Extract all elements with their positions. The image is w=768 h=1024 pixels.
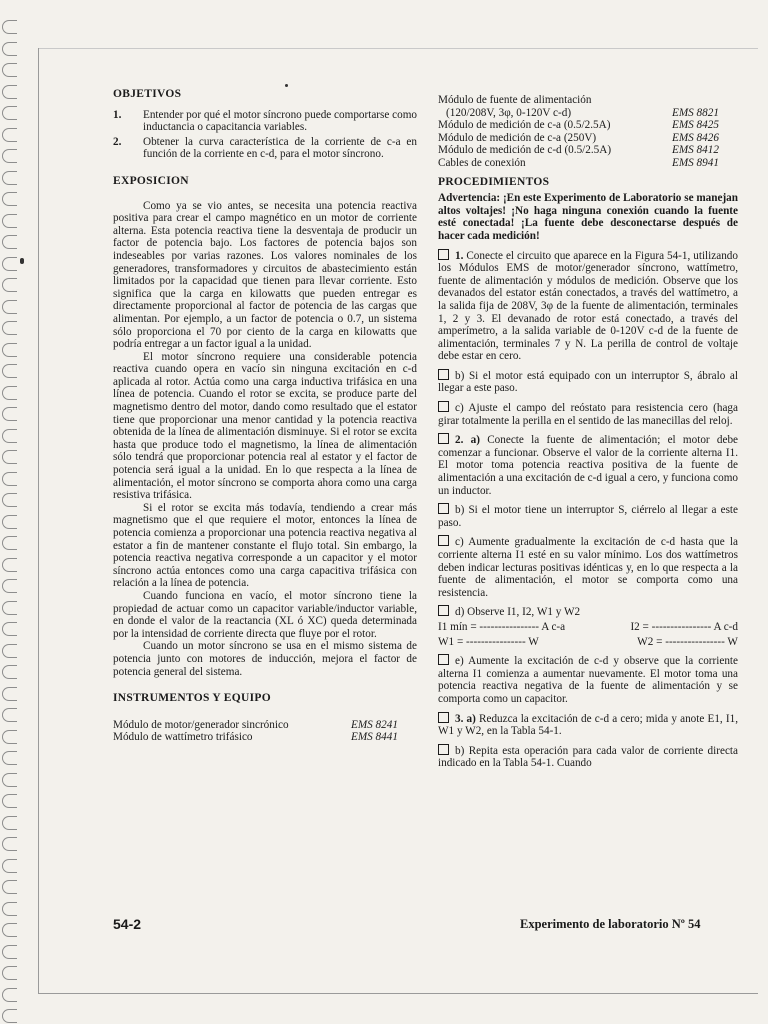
- binding-ring: [2, 945, 17, 959]
- step-3a: 3. a) Reduzca la excitación de c-d a cero; mida y anote E1, I1, W1 y W2, en la Tabla 54-1.: [438, 712, 738, 738]
- binding-ring: [2, 128, 17, 142]
- objective-item: 1. Entender por qué el motor síncrono puede comportarse como inductancia o capacitancia variables.: [113, 108, 418, 134]
- checkbox[interactable]: [438, 249, 449, 260]
- binding-ring: [2, 665, 17, 679]
- left-column: [113, 88, 417, 744]
- page-border-top: [38, 48, 758, 49]
- step-2b: b) Si el motor tiene un interruptor S, ciérrelo al llegar a este paso.: [438, 504, 738, 529]
- ink-speck: [285, 84, 288, 87]
- step-2a: 2. a) Conecte la fuente de alimentación; el motor debe comenzar a funcionar. Observe el valor de la corriente alterna I1. El motor toma potencia reactiva positiva de la fuente de alimentación a una excitación de c-d igual a cero, y funciona como un inductor.: [438, 434, 738, 497]
- binding-ring: [2, 859, 17, 873]
- binding-ring: [2, 773, 17, 787]
- equipment-row: Módulo de wattímetro trifásico EMS 8441: [113, 731, 398, 744]
- step-2e: e) Aumente la excitación de c-d y observe que la corriente alterna I1 comienza a aumentar nuevamente. El motor toma una potencia reactiva negativa de la fuente de alimentación y se comporta como un capacitor.: [438, 655, 738, 705]
- checkbox[interactable]: [438, 605, 449, 616]
- equipment-row: Módulo de fuente de alimentación: [438, 94, 592, 106]
- equipment-row: Cables de conexión EMS 8941: [438, 156, 719, 169]
- binding-ring: [2, 536, 17, 550]
- equipment-row: Módulo de medición de c-d (0.5/2.5A) EMS 8412: [438, 144, 719, 157]
- binding-ring: [2, 966, 17, 980]
- right-column: [438, 94, 738, 776]
- checkbox[interactable]: [438, 401, 449, 412]
- i1-field[interactable]: I1 mín = ---------------- A c-a: [438, 620, 566, 633]
- binding-ring: [2, 343, 17, 357]
- footer-title: Experimento de laboratorio Nº 54: [520, 917, 701, 931]
- page-number: 54-2: [113, 916, 142, 932]
- spiral-binding: [0, 0, 30, 1024]
- binding-ring: [2, 558, 17, 572]
- objetivos-heading: OBJETIVOS: [113, 88, 182, 100]
- binding-ring: [2, 300, 17, 314]
- step-1c: c) Ajuste el campo del reóstato para resistencia cero (haga girar totalmente la perilla en el sentido de las manecillas del reloj.: [438, 402, 738, 427]
- binding-ring: [2, 708, 17, 722]
- measurement-row: [438, 636, 738, 649]
- binding-ring: [2, 794, 17, 808]
- instrumentos-heading: INSTRUMENTOS Y EQUIPO: [113, 692, 271, 705]
- w1-field[interactable]: W1 = ---------------- W: [438, 635, 539, 648]
- binding-ring: [2, 472, 17, 486]
- binding-ring: [2, 364, 17, 378]
- binding-ring: [2, 687, 17, 701]
- w2-field[interactable]: W2 = ---------------- W: [637, 635, 738, 648]
- page-border-bottom: [38, 993, 758, 994]
- warning-text: Advertencia: ¡En este Experimento de Laboratorio se manejan altos voltajes! ¡No haga ninguna conexión cuando la fuente esté conectada! ¡La fuente debe desconectarse después de hacer cada medición!: [438, 192, 738, 242]
- checkbox[interactable]: [438, 503, 449, 514]
- i2-field[interactable]: I2 = ---------------- A c-d: [630, 620, 738, 633]
- binding-ring: [2, 192, 17, 206]
- binding-ring: [2, 85, 17, 99]
- binding-ring: [2, 386, 17, 400]
- objective-item: 2. Obtener la curva característica de la corriente de c-a en función de la corriente en c-d, para el motor síncrono.: [113, 135, 417, 161]
- binding-ring: [2, 579, 17, 593]
- binding-ring: [2, 493, 17, 507]
- step-2d: d) Observe I1, I2, W1 y W2: [438, 605, 738, 619]
- binding-ring: [2, 214, 17, 228]
- binding-ring: [2, 644, 17, 658]
- binding-ring: [2, 622, 17, 636]
- binding-ring: [2, 923, 17, 937]
- measurement-row: [438, 621, 738, 634]
- binding-ring: [2, 1009, 17, 1023]
- checkbox[interactable]: [438, 712, 449, 723]
- binding-ring: [2, 601, 17, 615]
- binding-ring: [2, 988, 17, 1002]
- binding-ring: [2, 20, 17, 34]
- binding-ring: [2, 171, 17, 185]
- paragraph: El motor síncrono requiere una considerable potencia reactiva cuando opera en vacío sin ninguna excitación en c-d aplicada al rotor. Actúa como una carga inductiva trifásica en una línea de potencia. Cuando el rotor se excita, se produce parte del magnetismo dentro del motor, dando como resultado que el estator tiene que proporcionar una menor cantidad y la potencia reactiva obtenida de la línea de alimentación disminuye. Si el rotor se excita hasta que produce todo el magnetismo, la línea de alimentación sólo tendrá que proporcionar potencia real al estator y el factor de potencia será igual a la unidad. En lo que respecta a la línea de alimentación, el motor síncrono se comporta ahora como una carga resistiva trifásica.: [113, 350, 417, 502]
- paragraph: Como ya se vio antes, se necesita una potencia reactiva positiva para crear el campo magnético en un motor de corriente alterna. Esta potencia reactiva tiene la desventaja de producir un factor de potencia bajo. Los factores de potencia bajos son indeseables por varias razones. Los valores nominales de los generadores, transformadores y circuitos de abastecimiento están limitados por la capacidad que tienen para llevar corriente. Esto significa que la carga en kilowatts que pueden entregar es directamente proporcional al factor de potencia de las cargas que alimentan. Por ejemplo, a un factor de potencia o 0.7, un sistema sólo proporciona el 70 por ciento de la carga en kilowatts que podría entregar a un factor igual a la unidad.: [113, 199, 417, 351]
- binding-ring: [2, 257, 17, 271]
- equipment-row: Módulo de medición de c-a (0.5/2.5A) EMS 8425: [438, 119, 719, 132]
- checkbox[interactable]: [438, 535, 449, 546]
- binding-ring: [2, 429, 17, 443]
- step-1: 1. Conecte el circuito que aparece en la Figura 54-1, utilizando los Módulos EMS de motor/generador síncrono, wattímetro, fuente de alimentación y módulos de medición. Observe que los devanados del estator están conectados, a través del wattímetro, a la salida fija de 208V, 3φ de la fuente de alimentación, terminales 1, 2 y 3. El devanado de rotor está conectado, a través del amperímetro, a la salida variable de 0-120V c-d de la fuente de alimentación, terminales 7 y N. La perilla de control de voltaje debe estar en cero.: [438, 249, 738, 363]
- paragraph: Cuando funciona en vacío, el motor síncrono tiene la propiedad de actuar como un capacitor variable/inductor variable, en donde el valor de la reactancia (XL ó XC) queda determinada por la intensidad de corriente directa que fluye por el rotor.: [113, 589, 417, 640]
- checkbox[interactable]: [438, 654, 449, 665]
- page-border-left: [38, 48, 39, 993]
- binding-ring: [2, 278, 17, 292]
- binding-ring: [2, 751, 17, 765]
- paragraph: Si el rotor se excita más todavía, tendiendo a crear más magnetismo que el que requiere el motor, entonces la línea de potencia comienza a proporcionar una potencia reactiva negativa al estator a fin de mantener constante el flujo total. Sin embargo, la potencia reactiva negativa corresponde a un capacitor y el motor síncrono actúa entonces como una carga capacitiva trifásica con relación a la línea de potencia.: [113, 501, 417, 590]
- binding-ring: [2, 63, 17, 77]
- binding-ring: [2, 450, 17, 464]
- binding-ring: [2, 321, 17, 335]
- checkbox[interactable]: [438, 369, 449, 380]
- binding-ring: [2, 730, 17, 744]
- binding-ring: [2, 149, 17, 163]
- checkbox[interactable]: [438, 744, 449, 755]
- binding-ring: [2, 515, 17, 529]
- step-3b: b) Repita esta operación para cada valor de corriente directa indicado en la Tabla 54-1. Cuando: [438, 744, 738, 770]
- binding-ring: [2, 42, 17, 56]
- step-2c: c) Aumente gradualmente la excitación de c-d hasta que la corriente alterna I1 esté en su valor mínimo. Los dos wattímetros deben indicar lecturas positivas idénticas y, en lo que respecta a la fuente de alimentación, el motor se comporta como una resistencia.: [438, 536, 738, 599]
- binding-ring: [2, 880, 17, 894]
- binding-ring: [2, 106, 17, 120]
- equipment-row: Módulo de medición de c-a (250V) EMS 8426: [438, 131, 719, 144]
- exposicion-heading: EXPOSICION: [113, 174, 189, 187]
- step-1b: b) Si el motor está equipado con un interruptor S, ábralo al llegar a este paso.: [438, 369, 738, 395]
- paragraph: Cuando un motor síncrono se usa en el mismo sistema de potencia junto con motores de inducción, mejora el factor de potencia general del sistema.: [113, 640, 417, 678]
- binding-ring: [2, 235, 17, 249]
- equipment-row: (120/208V, 3φ, 0-120V c-d) EMS 8821: [446, 106, 719, 119]
- binding-ring: [2, 902, 17, 916]
- binding-ring: [2, 816, 17, 830]
- checkbox[interactable]: [438, 433, 449, 444]
- binding-ring: [2, 407, 17, 421]
- ink-speck: [20, 258, 24, 264]
- equipment-row: Módulo de motor/generador sincrónico EMS 8241: [113, 718, 398, 731]
- procedimientos-heading: PROCEDIMIENTOS: [438, 175, 550, 188]
- binding-ring: [2, 837, 17, 851]
